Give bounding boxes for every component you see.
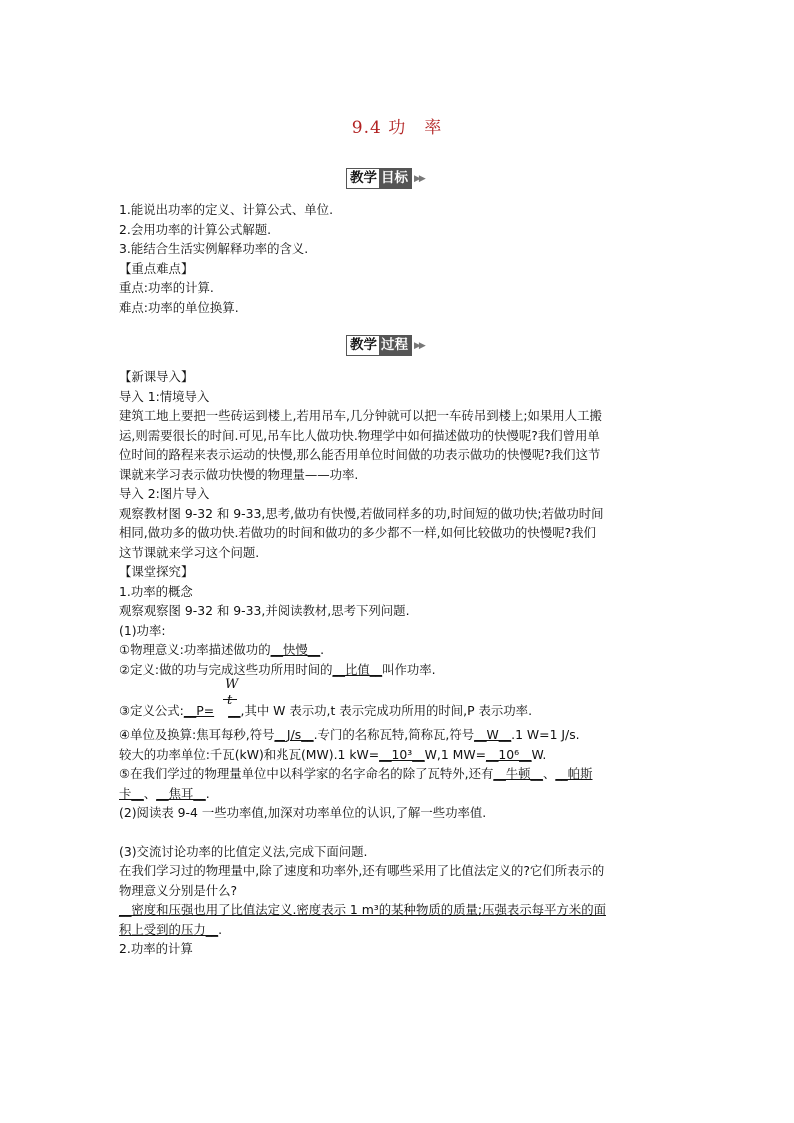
question-1: (1)功率: <box>119 622 166 638</box>
intro1-title: 导入 1:情境导入 <box>119 388 210 404</box>
item-formula: W ③定义公式:__P= __,其中 W 表示功,t 表示完成功所用的时间,P 表示功率. t <box>119 677 533 718</box>
item-definition: ②定义:做的功与完成这些功所用时间的__比值__叫作功率. <box>119 661 436 677</box>
intro2-title: 导入 2:图片导入 <box>119 486 210 501</box>
answer-blank: __帕斯 <box>555 766 593 781</box>
item-scientists-cont: 卡__、__焦耳__. <box>119 785 210 801</box>
paragraph-line: 在我们学习过的物理量中,除了速度和功率外,还有哪些采用了比值法定义的?它们所表示的 <box>119 863 605 878</box>
answer-blank: __W__ <box>474 727 512 742</box>
answer-blank: __J/s__ <box>274 727 314 742</box>
badge-process-left: 教学 <box>347 336 379 355</box>
answer-line: 积上受到的压力__. <box>119 921 223 937</box>
answer-blank: __牛顿__ <box>493 766 543 781</box>
answer-blank: __快慢__ <box>270 642 321 657</box>
answer-blank: __比值__ <box>332 661 383 677</box>
goals-section <box>119 200 679 317</box>
formula-denominator: t <box>227 693 233 708</box>
key-heading: 【重点难点】 <box>119 260 194 276</box>
badge-goals-left: 教学 <box>347 169 379 188</box>
section-badge-process <box>346 335 424 356</box>
item-meaning: ①物理意义:功率描述做功的__快慢__. <box>119 642 325 657</box>
answer-blank: __P= <box>183 703 215 718</box>
explore-heading: 【课堂探究】 <box>119 564 194 579</box>
page-title: 9.4 功 率 <box>351 118 443 138</box>
answer-line <box>119 900 679 920</box>
answer-blank: 卡__ <box>119 785 144 801</box>
section-badge-goals <box>346 168 424 189</box>
badge-goals-right: 目标 <box>379 169 411 188</box>
paragraph-line: 课就来学习表示做功快慢的物理量——功率. <box>119 466 359 482</box>
goal-item: 3.能结合生活实例解释功率的含义. <box>119 241 309 256</box>
answer-blank: 积上受到的压力__ <box>119 921 219 937</box>
answer-blank: __焦耳__ <box>156 785 206 801</box>
answer-blank: __密度和压强也用了比值法定义.密度表示 1 m³的某种物质的质量;压强表示每平方米的面 <box>119 902 606 917</box>
paragraph-line: 建筑工地上要把一些砖运到楼上,若用吊车,几分钟就可以把一车砖吊到楼上;如果用人工搬 <box>119 408 602 423</box>
answer-blank: __10⁶__ <box>486 746 532 762</box>
paragraph-line: 观察观察图 9-32 和 9-33,并阅读教材,思考下列问题. <box>119 603 410 618</box>
intro-heading: 【新课导入】 <box>119 369 194 384</box>
paragraph-line: 观察教材图 9-32 和 9-33,思考,做功有快慢,若做同样多的功,时间短的做功快;若做功时间 <box>119 505 604 521</box>
double-arrow-icon: ▶▶ <box>414 340 424 351</box>
paragraph-line: 相同,做功多的做功快.若做功的时间和做功的多少都不一样,如何比较做功的快慢呢?我们 <box>119 525 596 540</box>
paragraph-line: 这节课就来学习这个问题. <box>119 544 260 560</box>
key-point: 重点:功率的计算. <box>119 280 214 295</box>
item-scientists: ⑤在我们学过的物理量单位中以科学家的名字命名的除了瓦特外,还有__牛顿__、__帕斯 <box>119 766 593 781</box>
paragraph-line: 位时间的路程来表示运动的快慢,那么能否用单位时间做的功表示做功的快慢呢?我们这节 <box>119 447 601 462</box>
double-arrow-icon: ▶▶ <box>414 173 424 184</box>
difficult-point: 难点:功率的单位换算. <box>119 299 239 315</box>
process-section <box>119 367 679 959</box>
item-units-large: 较大的功率单位:千瓦(kW)和兆瓦(MW).1 kW=__10³__W,1 MW=__10⁶__W. <box>119 746 547 762</box>
badge-process-right: 过程 <box>379 336 411 355</box>
question-2: (2)阅读表 9-4 一些功率值,加深对功率单位的认识,了解一些功率值. <box>119 805 487 820</box>
question-3: (3)交流讨论功率的比值定义法,完成下面问题. <box>119 843 368 859</box>
section-title: 1.功率的概念 <box>119 583 193 599</box>
goal-item: 2.会用功率的计算公式解题. <box>119 221 272 237</box>
section-title: 2.功率的计算 <box>119 941 193 956</box>
formula-numerator: W <box>225 677 239 692</box>
paragraph-line: 物理意义分别是什么? <box>119 882 238 898</box>
answer-blank: __10³__ <box>379 746 425 762</box>
item-units: ④单位及换算:焦耳每秒,符号__J/s__.专门的名称瓦特,简称瓦,符号__W__.1 W=1 J/s. <box>119 727 580 742</box>
paragraph-line: 运,则需要很长的时间.可见,吊车比人做功快.物理学中如何描述做功的快慢呢?我们曾用单 <box>119 427 600 443</box>
goal-item: 1.能说出功率的定义、计算公式、单位. <box>119 202 334 217</box>
